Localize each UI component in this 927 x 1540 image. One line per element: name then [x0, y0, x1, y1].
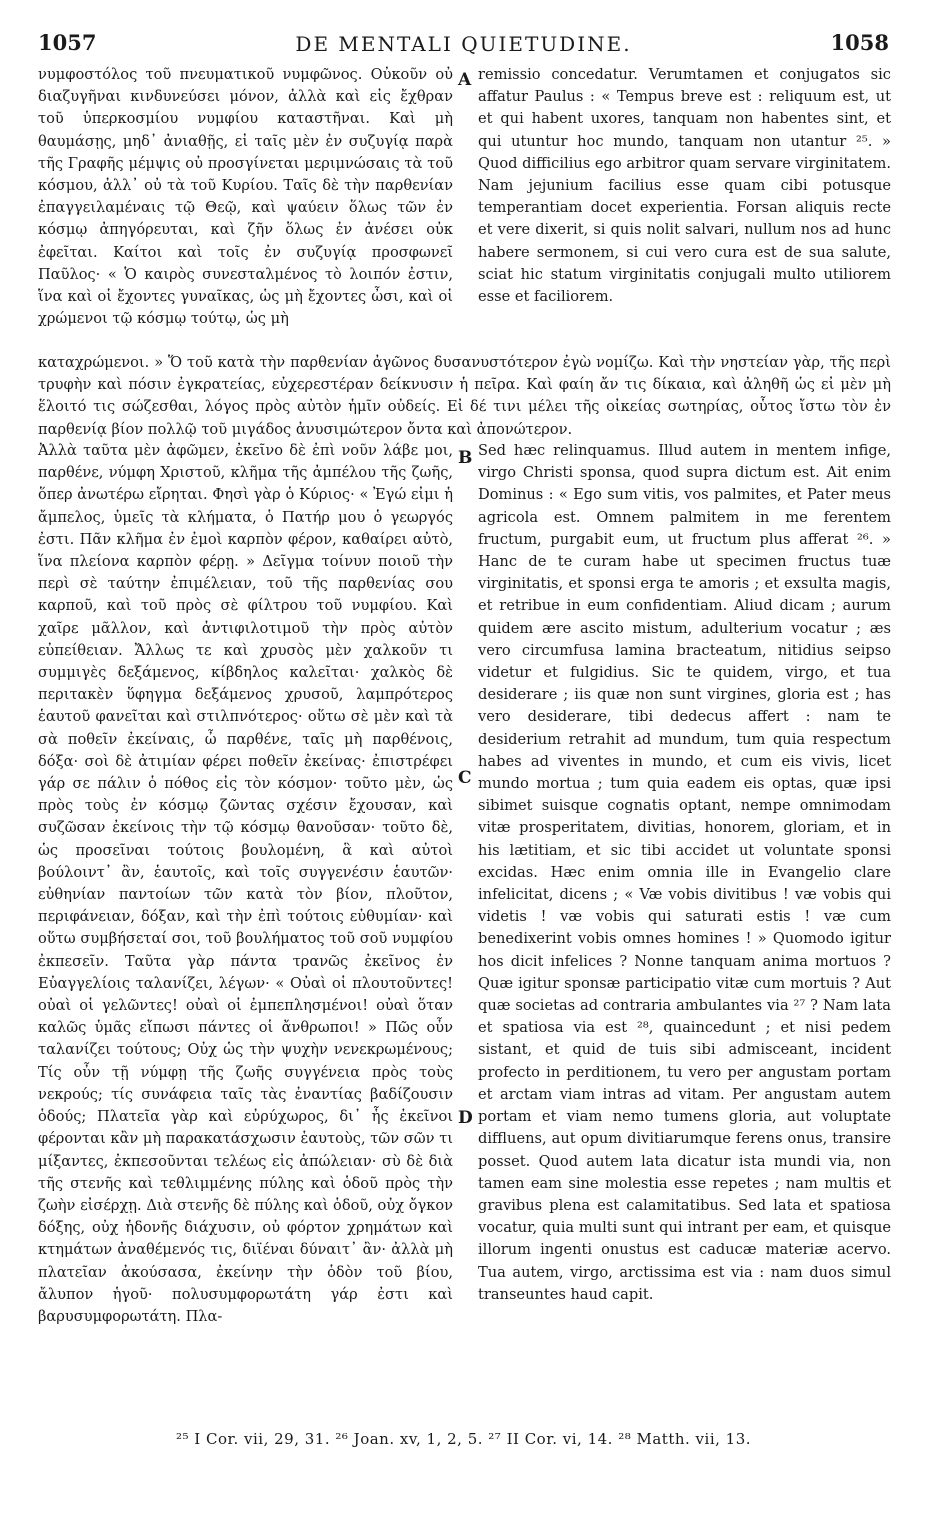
section-marker-c: C: [458, 768, 472, 788]
latin-column-top: [478, 64, 891, 308]
greek-column-top: [38, 64, 453, 330]
greek-full-width: [38, 352, 891, 441]
footnotes: ²⁵ I Cor. vii, 29, 31. ²⁶ Joan. xv, 1, 2, 5. ²⁷ II Cor. vi, 14. ²⁸ Matth. vii, 13.: [175, 1430, 752, 1448]
section-marker-d: D: [458, 1108, 473, 1128]
running-title: DE MENTALI QUIETUDINE.: [295, 32, 632, 56]
greek-text-top: νυμφοστόλος τοῦ πνευματικοῦ νυμφῶνος. Οὐκοῦν οὐ διαζυγῆναι κινδυνεύσει μόνον, ἀλλὰ καὶ εἰς ἔχθραν τοῦ ὑπερκοσμίου νυμφίου καταστῆναι. Καὶ μὴ θαυμάσῃς, μηδ᾿ ἀνιαθῇς, εἰ ταῖς μὲν ἐν συζυγίᾳ παρὰ τῆς Γραφῆς μέμψις οὐ προσγίνεται μεριμνώσαις τὰ τοῦ κόσμου, ἀλλ᾿ οὐ τὰ τοῦ Κυρίου. Ταῖς δὲ τὴν παρθενίαν ἐπαγγειλαμέναις τῷ Θεῷ, καὶ ψαύειν ὅλως τῶν ἐν κόσμῳ ἀπηγόρευται, καὶ ζῆν ὅλως ἐν ἀνέσει οὐκ ἐφεῖται. Καίτοι καὶ τοῖς ἐν συζυγίᾳ προσφωνεῖ Παῦλος· « Ὁ καιρὸς συνεσταλμένος τὸ λοιπόν ἐστιν, ἵνα καὶ οἱ ἔχοντες γυναῖκας, ὡς μὴ ἔχοντες ὦσι, καὶ οἱ χρώμενοι τῷ κόσμῳ τούτῳ, ὡς μὴ: [38, 66, 453, 328]
greek-text-bottom: Ἀλλὰ ταῦτα μὲν ἀφῶμεν, ἐκεῖνο δὲ ἐπὶ νοῦν λάβε μοι, παρθένε, νύμφη Χριστοῦ, κλῆμα τῆς ἀμπέλου τῆς ζωῆς, ὅπερ ἀνωτέρω εἴρηται. Φησὶ γὰρ ὁ Κύριος· « Ἐγώ εἰμι ἡ ἄμπελος, ὑμεῖς τὰ κλήματα, ὁ Πατήρ μου ὁ γεωργός ἐστι. Πᾶν κλῆμα ἐν ἐμοὶ καρπὸν φέρον, καθαίρει αὐτὸ, ἵνα πλείονα καρπὸν φέρῃ. » Δεῖγμα τοίνυν ποιοῦ τὴν περὶ σὲ ταύτην ἐπιμέλειαν, τοῦ τῆς παρθενίας σου καρποῦ, καὶ τοῦ πρὸς σὲ φίλτρου τοῦ νυμφίου. Καὶ χαῖρε μᾶλλον, καὶ ἀντιφιλοτιμοῦ τὴν πρὸς αὐτὸν εὐπείθειαν. Ἄλλως τε καὶ χρυσὸς μὲν χαλκοῦν τι συμμιγὲς δεξάμενος, κίβδηλος καλεῖται· χαλκὸς δὲ περιτακὲν ὕφηγμα δεξάμενος χρυσοῦ, λαμπρότερος ἑαυτοῦ φανεῖται καὶ στιλπνότερος· οὕτω σὲ μὲν καὶ τὰ σὰ ποθεῖν ἐκείναις, ὦ παρθένε, ταῖς μὴ παρθένοις, δόξα· σοὶ δὲ ἀτιμίαν φέρει ποθεῖν ἐκείνας· ἐπιστρέφει γάρ σε πάλιν ὁ πόθος εἰς τὸν κόσμον· τοῦτο μὲν, ὡς πρὸς τοὺς ἐν κόσμῳ ζῶντας σχέσιν ἔχουσαν, καὶ συζῶσαν ἐκείνοις τὴν τῷ κόσμῳ θανοῦσαν· τοῦτο δὲ, ὡς προσεῖναι τούτοις βουλομένη, ἃ καὶ αὐτοὶ βούλοιντ᾿ ἂν, ἑαυτοῖς, καὶ τοῖς συγγενέσιν ἑαυτῶν· εὐθηνίαν παντοίων τῶν κατὰ τὸν βίον, πλοῦτον, περιφάνειαν, δόξαν, καὶ τὴν ἐπὶ τούτοις εὐθυμίαν· καὶ οὕτω συμβήσεταί σοι, τοῦ βουλήματος τοῦ σοῦ νυμφίου ἐκπεσεῖν. Ταῦτα γὰρ πάντα τρανῶς ἐκεῖνος ἐν Εὐαγγελίοις ταλανίζει, λέγων· « Οὐαὶ οἱ πλουτοῦντες! οὐαὶ οἱ γελῶντες! οὐαὶ οἱ ἐμπεπλησμένοι! οὐαὶ ὅταν καλῶς ὑμᾶς εἴπωσι πάντες οἱ ἄνθρωποι! » Πῶς οὖν ταλανίζει τούτους; Οὐχ ὡς τὴν ψυχὴν νενεκρωμένους; Τίς οὖν τῇ νύμφῃ τῆς ζωῆς συγγένεια πρὸς τοὺς νεκρούς; τίς συνάφεια ταῖς τὰς ἐναντίας βαδίζουσιν ὁδούς; Πλατεῖα γὰρ καὶ εὐρύχωρος, δι᾿ ἧς ἐκεῖνοι φέρονται κἂν μὴ παρακατάσχωσιν ἑαυτοὺς, τῶν σῶν τι μίξαντες, ἐκπεσοῦνται τελέως εἰς ἀπώλειαν· σὺ δὲ διὰ τῆς στενῆς καὶ τεθλιμμένης πύλης καὶ ὁδοῦ πρὸς τὴν ζωὴν εἰσέρχῃ. Διὰ στενῆς δὲ πύλης καὶ ὁδοῦ, οὐχ ὄγκον δόξης, οὐχ ἡδονῆς διάχυσιν, οὐ φόρτον χρημάτων καὶ κτημάτων ἀναθέμενός τις, διϊέναι δύναιτ᾿ ἂν· ἀλλὰ μὴ πλατεῖαν ἀκούσασα, ἐκείνην τὴν ὁδὸν τοῦ βίου, ἄλυπον ἡγοῦ· πολυσυμφορωτάτη γάρ ἐστι καὶ βαρυσυμφορωτάτη. Πλα-: [38, 442, 453, 1325]
greek-column-bottom: [38, 440, 453, 1328]
page-header: [38, 30, 889, 60]
page-number-right: 1058: [830, 30, 889, 55]
latin-column-bottom: [478, 440, 891, 1306]
latin-text-top: remissio concedatur. Verumtamen et conjugatos sic affatur Paulus : « Tempus breve est : reliquum est, ut et qui habent uxores, tanquam non habentes sint, et qui utuntur hoc mundo, tanquam non utantur ²⁵. » Quod difficilius ego arbitror quam servare virginitatem. Nam jejunium facilius esse quam cibi potusque temperantiam docet experientia. Forsan aliquis recte et vere dixerit, si quis nolit salvari, nullum nos ad hunc habere sermonem, si cui vero cura est de sua salute, sciat hic statum virginitatis conjugali multo utiliorem esse et faciliorem.: [478, 66, 891, 306]
page-number-left: 1057: [38, 30, 97, 55]
greek-text-full-width: καταχρώμενοι. » Ὅ τοῦ κατὰ τὴν παρθενίαν ἀγῶνος δυσανυστότερον ἐγὼ νομίζω. Καὶ τὴν νηστείαν γὰρ, τῆς περὶ τρυφὴν καὶ πόσιν ἐγκρατείας, εὐχερεστέραν δείκνυσιν ἡ πεῖρα. Καὶ φαίη ἄν τις δίκαια, καὶ ἀληθῆ ὡς εἰ μὲν μὴ ἕλοιτό τις σώζεσθαι, λόγος πρὸς αὐτὸν ἡμῖν οὐδείς. Εἰ δέ τινι μέλει τῆς οἰκείας σωτηρίας, οὗτος ἴστω τὸν ἐν παρθενίᾳ βίον πολλῷ τοῦ μιγάδος ἀνυσιμώτερον ὄντα καὶ ἀπονώτερον.: [38, 354, 891, 438]
section-marker-b: B: [458, 448, 473, 468]
section-marker-a: A: [458, 70, 472, 90]
latin-text-bottom: Sed hæc relinquamus. Illud autem in mentem infige, virgo Christi sponsa, quod supra dictum est. Ait enim Dominus : « Ego sum vitis, vos palmites, et Pater meus agricola est. Omnem palmitem in me ferentem fructum, purgabit eum, ut fructum plus afferat ²⁶. » Hanc de te curam habe ut specimen fructus tuæ virginitatis, et sponsi erga te amoris ; et exsulta magis, et retribue in eum confidentiam. Aliud dicam ; aurum quidem ære ascito mistum, adulterium vocatur ; æs vero circumfusa lamina bracteatum, nitidius seipso videtur et fulgidius. Sic te quidem, virgo, et tua desiderare ; iis quæ non sunt virgines, gloria est ; has vero desiderare, tibi dedecus affert : nam te desiderium retrahit ad mundum, tum quia respectum habes ad viventes in mundo, et cum eis vivis, licet mundo mortua ; tum quia eadem eis optas, quæ ipsi sibimet suisque cognatis optant, nempe omnimodam vitæ prosperitatem, divitias, honorem, gloriam, et in his lætitiam, et sic tibi accidet ut voluntate sponsi excidas. Hæc enim omnia ille in Evangelio clare infelicitat, dicens ; « Væ vobis divitibus ! væ vobis qui videtis ! væ vobis qui saturati estis ! væ cum benedixerint vobis omnes homines ! » Quomodo igitur hos dicit infelices ? Nonne tanquam anima mortuos ? Quæ igitur sponsæ participatio vitæ cum mortuis ? Aut quæ societas ad contraria ambulantes via ²⁷ ? Nam lata et spatiosa via est ²⁸, quaincedunt ; et nisi pedem sistant, et quid de tuis sibi admisceant, incident profecto in perditionem, tu vero per angustam portam et arctam viam intras ad vitam. Per angustam autem portam et viam nemo tumens gloria, aut voluptate diffluens, aut opum divitiarumque ferens onus, transire posset. Quod autem lata dicatur ista mundi via, non tamen eam sine molestia esse repetes ; nam multis et gravibus plena est calamitatibus. Sed lata et spatiosa vocatur, quia multi sunt qui intrant per eam, et quisque illorum ingenti onustus est caducæ materiæ acervo. Tua autem, virgo, arctissima est via : nam duos simul transeuntes haud capit.: [478, 442, 891, 1303]
